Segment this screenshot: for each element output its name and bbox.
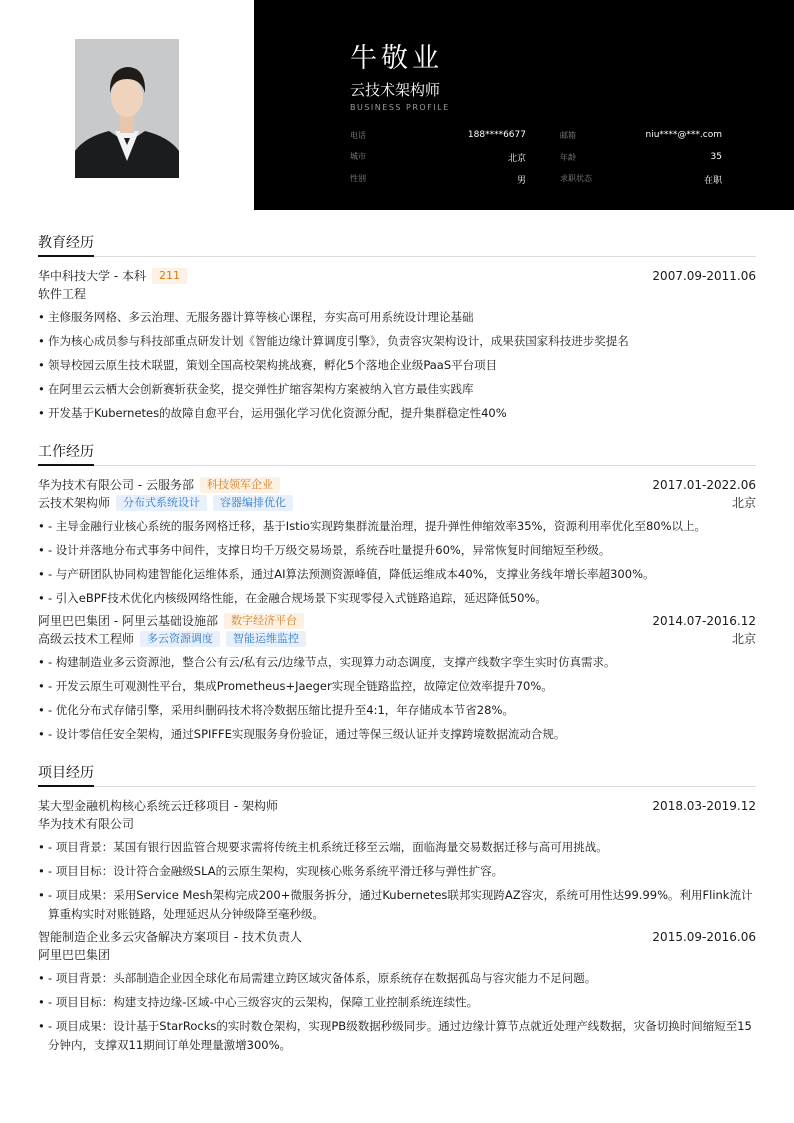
list-item: • - 项目成果：采用Service Mesh架构完成200+微服务拆分，通过Kubernetes联邦实现跨AZ容灾，系统可用性达99.99%。利用Flink流计算重构实时对账链路，处理延迟从分钟级降至毫秒级。 [38, 886, 756, 924]
photo-area [0, 0, 254, 210]
job-role: 云技术架构师 [38, 496, 111, 510]
company-tag: 数字经济平台 [224, 613, 304, 629]
contact-info [350, 124, 722, 190]
list-item: • 作为核心成员参与科技部重点研发计划《智能边缘计算调度引擎》，负责容灾架构设计，成果获国家科技进步奖提名 [38, 332, 756, 351]
job-entry [38, 476, 756, 608]
resume-content [38, 232, 756, 1073]
skill-tag: 智能运维监控 [226, 631, 306, 647]
project-date: 2015.09-2016.06 [652, 930, 756, 944]
list-item: • 开发基于Kubernetes的故障自愈平台，运用强化学习优化资源分配，提升集群稳定性40% [38, 404, 756, 423]
info-row [350, 124, 722, 146]
job-location: 北京 [731, 496, 756, 510]
job-date: 2014.07-2016.12 [652, 614, 756, 628]
profile-photo [75, 39, 179, 178]
section-heading: 教育经历 [38, 232, 756, 257]
school-name: 华中科技大学 - 本科 [38, 269, 146, 283]
age-label: 年龄 [560, 152, 576, 162]
header-banner [254, 0, 794, 210]
list-item: • - 引入eBPF技术优化内核级网络性能，在金融合规场景下实现零侵入式链路追踪，延迟降低50%。 [38, 589, 756, 608]
job-title: 云技术架构师 [350, 81, 441, 99]
project-entry [38, 928, 756, 1055]
company-name: 华为技术有限公司 - 云服务部 [38, 478, 194, 492]
major: 软件工程 [38, 287, 87, 301]
status-value: 在职 [703, 175, 722, 186]
city-label: 城市 [350, 151, 366, 161]
list-item: • - 与产研团队协同构建智能化运维体系，通过AI算法预测资源峰值，降低运维成本40%，支撑业务线年增长率超300%。 [38, 565, 756, 584]
education-entry [38, 267, 756, 423]
list-item: • 领导校园云原生技术联盟，策划全国高校架构挑战赛，孵化5个落地企业级PaaS平台项目 [38, 356, 756, 375]
city-value: 北京 [507, 153, 526, 164]
projects-section [38, 762, 756, 1055]
project-date: 2018.03-2019.12 [652, 799, 756, 813]
section-heading: 工作经历 [38, 441, 756, 466]
profile-photo-image [75, 39, 179, 178]
list-item: • - 设计零信任安全架构，通过SPIFFE实现服务身份验证，通过等保三级认证并支撑跨境数据流动合规。 [38, 725, 756, 744]
job-location: 北京 [731, 632, 756, 646]
education-bullets [38, 308, 756, 423]
gender-label: 性别 [350, 173, 366, 183]
education-date: 2007.09-2011.06 [652, 269, 756, 283]
list-item: • - 项目背景：头部制造企业因全球化布局需建立跨区域灾备体系，原系统存在数据孤岛与容灾能力不足问题。 [38, 969, 756, 988]
list-item: • - 主导金融行业核心系统的服务网格迁移，基于Istio实现跨集群流量治理，提升弹性伸缩效率35%，资源利用率优化至80%以上。 [38, 517, 756, 536]
info-row [350, 146, 722, 168]
list-item: • - 项目背景：某国有银行因监管合规要求需将传统主机系统迁移至云端，面临海量交易数据迁移与高可用挑战。 [38, 838, 756, 857]
school-tag: 211 [152, 268, 187, 284]
job-role: 高级云技术工程师 [38, 632, 135, 646]
list-item: • 主修服务网格、多云治理、无服务器计算等核心课程，夯实高可用系统设计理论基础 [38, 308, 756, 327]
status-label: 求职状态 [560, 173, 592, 183]
gender-value: 男 [516, 175, 526, 186]
age-value: 35 [710, 151, 722, 162]
email-label: 邮箱 [560, 130, 576, 140]
job-bullets [38, 517, 756, 608]
company-tag: 科技领军企业 [200, 477, 280, 493]
phone-label: 电话 [350, 130, 366, 140]
list-item: • - 项目目标：构建支持边缘-区域-中心三级容灾的云架构，保障工业控制系统连续性。 [38, 993, 756, 1012]
job-entry [38, 612, 756, 744]
phone-value: 188****6677 [467, 129, 526, 140]
project-bullets [38, 969, 756, 1055]
list-item: • - 开发云原生可观测性平台，集成Prometheus+Jaeger实现全链路监控，故障定位效率提升70%。 [38, 677, 756, 696]
company-name: 阿里巴巴集团 - 阿里云基础设施部 [38, 614, 218, 628]
section-heading: 项目经历 [38, 762, 756, 787]
work-section [38, 441, 756, 744]
list-item: • - 项目目标：设计符合金融级SLA的云原生架构，实现核心账务系统平滑迁移与弹性扩容。 [38, 862, 756, 881]
list-item: • - 设计并落地分布式事务中间件，支撑日均千万级交易场景，系统吞吐量提升60%，异常恢复时间缩短至秒级。 [38, 541, 756, 560]
profile-subtitle: BUSINESS PROFILE [350, 103, 450, 112]
project-name: 某大型金融机构核心系统云迁移项目 - 架构师 [38, 799, 278, 813]
list-item: • - 构建制造业多云资源池，整合公有云/私有云/边缘节点，实现算力动态调度，支撑产线数字孪生实时仿真需求。 [38, 653, 756, 672]
skill-tag: 分布式系统设计 [116, 495, 207, 511]
project-org: 阿里巴巴集团 [38, 948, 111, 962]
education-section [38, 232, 756, 423]
job-date: 2017.01-2022.06 [652, 478, 756, 492]
project-entry [38, 797, 756, 924]
project-bullets [38, 838, 756, 924]
info-row [350, 168, 722, 190]
project-org: 华为技术有限公司 [38, 817, 135, 831]
email-value: niu****@***.com [645, 129, 722, 140]
skill-tag: 多云资源调度 [140, 631, 220, 647]
job-bullets [38, 653, 756, 744]
candidate-name: 牛敬业 [350, 43, 443, 74]
skill-tag: 容器编排优化 [213, 495, 293, 511]
list-item: • - 优化分布式存储引擎，采用纠删码技术将冷数据压缩比提升至4:1，年存储成本节省28%。 [38, 701, 756, 720]
list-item: • 在阿里云云栖大会创新赛斩获金奖，提交弹性扩缩容架构方案被纳入官方最佳实践库 [38, 380, 756, 399]
list-item: • - 项目成果：设计基于StarRocks的实时数仓架构，实现PB级数据秒级同步。通过边缘计算节点就近处理产线数据，灾备切换时间缩短至15分钟内，支撑双11期间订单处理量激增300%。 [38, 1017, 756, 1055]
project-name: 智能制造企业多云灾备解决方案项目 - 技术负责人 [38, 930, 302, 944]
